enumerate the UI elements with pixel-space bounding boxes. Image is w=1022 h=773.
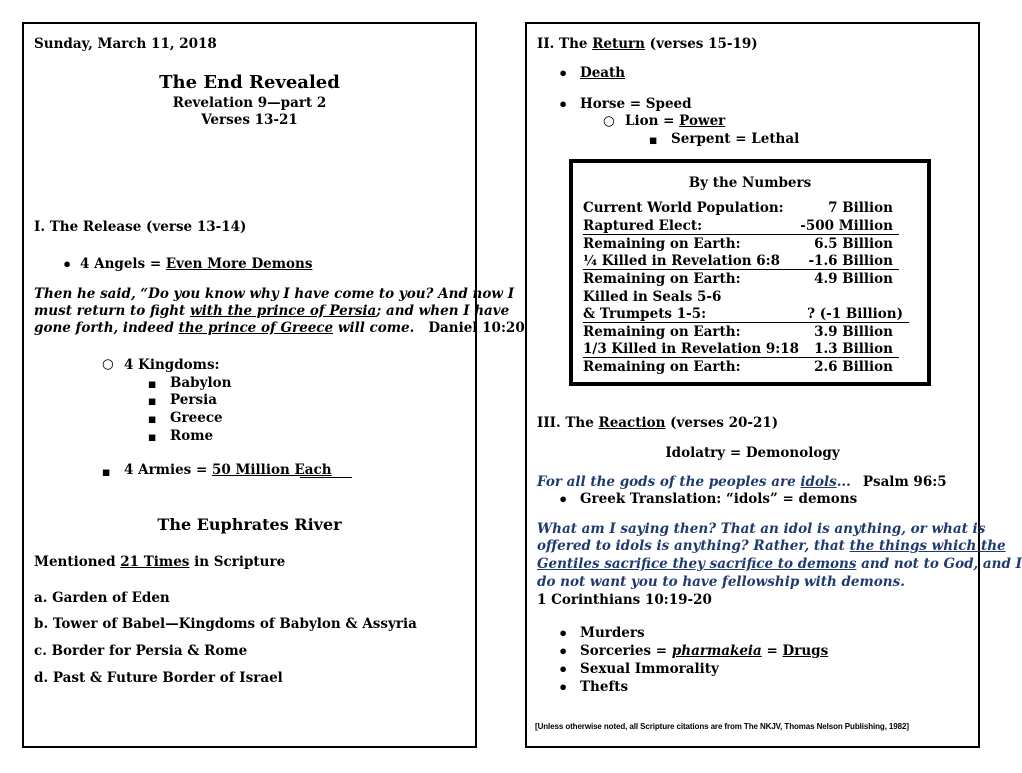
left-page — [22, 22, 525, 748]
footnote: [Unless otherwise noted, all Scripture citations are from The NKJV, Thomas Nelson Publishing, 1982] — [535, 722, 909, 731]
box-row-value: 6.5 Billion — [814, 236, 893, 252]
box-row-label: ¼ Killed in Revelation 6:8 — [583, 253, 781, 269]
box-row-value: 3.9 Billion — [814, 324, 893, 340]
kingdom-item: Babylon — [170, 375, 232, 391]
square-bullet-icon: ■ — [102, 468, 111, 478]
box-row-value: 4.9 Billion — [814, 271, 893, 287]
psalm-line: For all the gods of the peoples are idols... Psalm 96:5 — [537, 474, 947, 490]
sin-item: Sorceries = pharmakeia = Drugs — [580, 643, 829, 659]
corinthians-line2: offered to idols is anything? Rather, that the things which the — [537, 538, 1006, 554]
idolatry-line: Idolatry = Demonology — [665, 445, 840, 461]
daniel-quote-line3: gone forth, indeed the prince of Greece will come. Daniel 10:20 — [34, 320, 525, 336]
box-row-value: 7 Billion — [828, 200, 893, 216]
euphrates-item: c. Border for Persia & Rome — [34, 643, 248, 659]
sermon-subtitle: Revelation 9—part 2 — [172, 95, 327, 111]
box-row-label: Remaining on Earth: — [583, 324, 741, 340]
kingdom-item: Greece — [170, 410, 223, 426]
bullet-icon: • — [558, 678, 569, 697]
square-bullet-icon: ■ — [649, 136, 658, 146]
daniel-quote-line1: Then he said, “Do you know why I have come to you? And now I — [34, 286, 515, 302]
corinthians-line1: What am I saying then? That an idol is anything, or what is — [537, 521, 986, 537]
euphrates-heading: The Euphrates River — [157, 515, 342, 534]
sermon-verses: Verses 13-21 — [201, 112, 298, 128]
serpent-item: Serpent = Lethal — [671, 131, 800, 147]
kingdoms-label: 4 Kingdoms: — [124, 357, 220, 373]
bullet-icon: • — [558, 490, 569, 509]
box-row-label: 1/3 Killed in Revelation 9:18 — [583, 341, 800, 357]
sermon-title: The End Revealed — [159, 72, 340, 93]
square-bullet-icon: ■ — [148, 397, 157, 407]
underline-rule — [583, 322, 909, 323]
bullet-icon: • — [558, 64, 569, 83]
euphrates-item: d. Past & Future Border of Israel — [34, 670, 283, 686]
by-the-numbers-box — [569, 159, 931, 386]
bullet-icon: • — [558, 624, 569, 643]
euphrates-item: a. Garden of Eden — [34, 590, 170, 606]
corinthians-line3: Gentiles sacrifice they sacrifice to demons and not to God, and I — [537, 556, 1022, 572]
bullet-icon: • — [62, 255, 73, 274]
box-row-value: -500 Million — [800, 218, 893, 234]
horse-item: Horse = Speed — [580, 96, 692, 112]
box-title: By the Numbers — [688, 175, 812, 191]
underline-rule — [583, 357, 899, 358]
bullet-icon: • — [558, 95, 569, 114]
circle-bullet-icon: ○ — [603, 113, 615, 129]
underline-rule — [300, 477, 352, 478]
underline-rule — [583, 234, 899, 235]
box-row-label: & Trumpets 1-5: — [583, 306, 707, 322]
greek-item: Greek Translation: “idols” = demons — [580, 491, 858, 507]
box-row-label: Killed in Seals 5-6 — [583, 289, 722, 305]
bullet-icon: • — [558, 660, 569, 679]
mentioned-line: Mentioned 21 Times in Scripture — [34, 554, 286, 570]
corinthians-line4: do not want you to have fellowship with demons. — [537, 574, 905, 590]
box-row-label: Remaining on Earth: — [583, 271, 741, 287]
armies-line: 4 Armies = 50 Million Each — [124, 462, 332, 478]
box-row-value: 2.6 Billion — [814, 359, 893, 375]
kingdom-item: Persia — [170, 392, 217, 408]
date-line: Sunday, March 11, 2018 — [34, 36, 217, 52]
box-row-label: Raptured Elect: — [583, 218, 703, 234]
box-row-label: Remaining on Earth: — [583, 236, 741, 252]
section-release-heading: I. The Release (verse 13-14) — [34, 219, 247, 235]
death-item: Death — [580, 65, 626, 81]
square-bullet-icon: ■ — [148, 433, 157, 443]
box-row-value: ? (-1 Billion) — [807, 306, 903, 322]
bullet-icon: • — [558, 642, 569, 661]
sin-item: Thefts — [580, 679, 629, 695]
section-return-heading: II. The Return (verses 15-19) — [537, 36, 758, 52]
angels-line: 4 Angels = Even More Demons — [80, 256, 313, 272]
corinthians-ref: 1 Corinthians 10:19-20 — [537, 592, 712, 608]
box-row-label: Current World Population: — [583, 200, 784, 216]
section-reaction-heading: III. The Reaction (verses 20-21) — [537, 415, 779, 431]
square-bullet-icon: ■ — [148, 380, 157, 390]
square-bullet-icon: ■ — [148, 415, 157, 425]
circle-bullet-icon: ○ — [102, 356, 114, 372]
box-row-value: -1.6 Billion — [808, 253, 893, 269]
kingdom-item: Rome — [170, 428, 214, 444]
underline-rule — [583, 269, 899, 270]
right-page — [525, 22, 1022, 748]
sin-item: Murders — [580, 625, 645, 641]
lion-item: Lion = Power — [625, 113, 726, 129]
box-row-value: 1.3 Billion — [814, 341, 893, 357]
euphrates-item: b. Tower of Babel—Kingdoms of Babylon & Assyria — [34, 616, 417, 632]
daniel-quote-line2: must return to fight with the prince of Persia; and when I have — [34, 303, 510, 319]
sin-item: Sexual Immorality — [580, 661, 719, 677]
box-row-label: Remaining on Earth: — [583, 359, 741, 375]
